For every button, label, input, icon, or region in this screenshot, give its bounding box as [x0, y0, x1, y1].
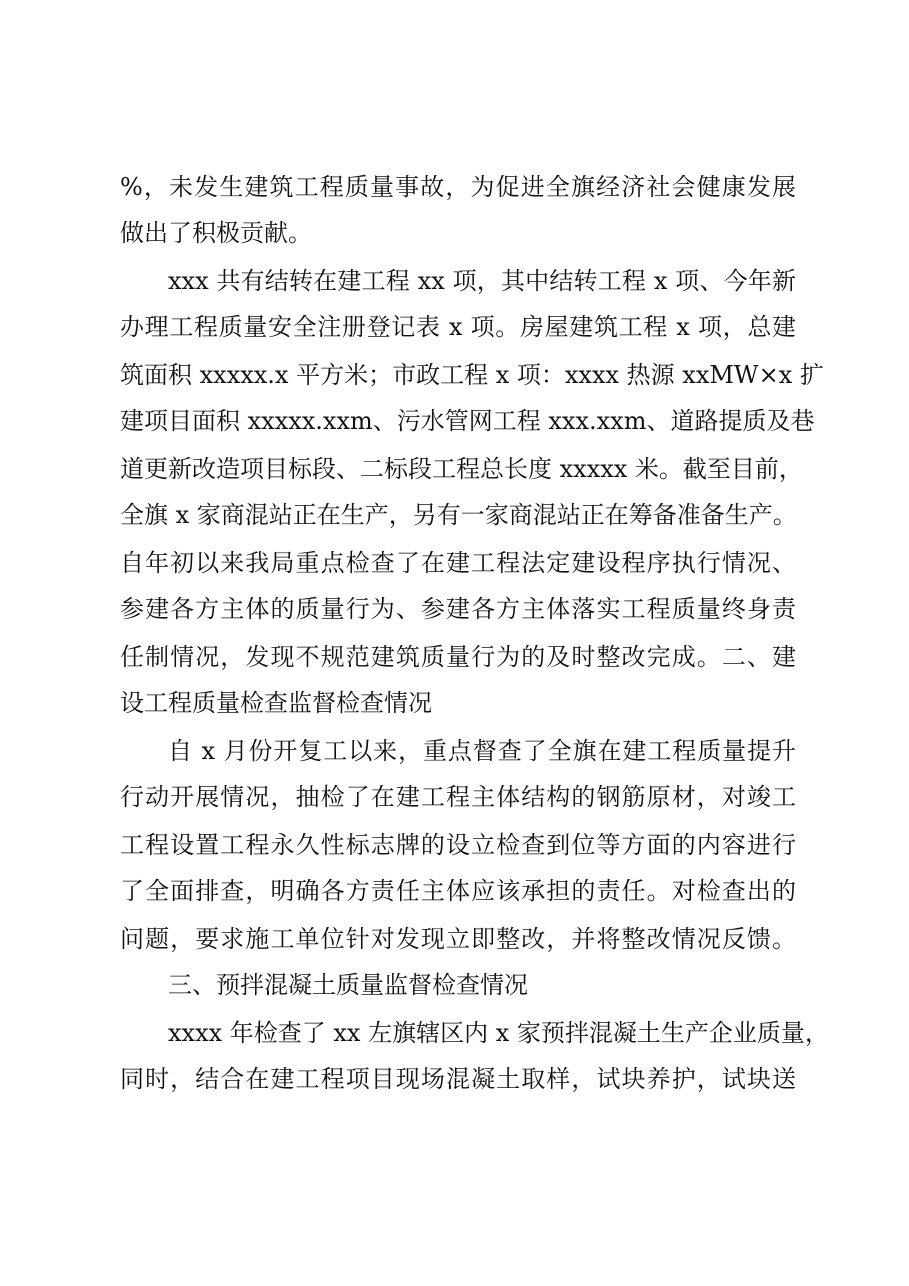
text-line: 道更新改造项目标段、二标段工程总长度 xxxxx 米。截至目前， [120, 455, 803, 483]
section-heading-line: 设工程质量检查监督检查情况 [120, 689, 432, 717]
text-line: 筑面积 xxxxx.x 平方米；市政工程 x 项：xxxx 热源 xxMW×x 扩 [120, 361, 824, 389]
section-heading: 三、预拌混凝土质量监督检查情况 [168, 971, 528, 999]
text-line: 自年初以来我局重点检查了在建工程法定建设程序执行情况、 [120, 549, 796, 577]
text-line: 参建各方主体的质量行为、参建各方主体落实工程质量终身责 [120, 595, 796, 623]
text-line: 工程设置工程永久性标志牌的设立检查到位等方面的内容进行 [120, 831, 796, 859]
text-line: 了全面排查，明确各方责任主体应该承担的责任。对检查出的 [120, 877, 796, 905]
text-line: 行动开展情况，抽检了在建工程主体结构的钢筋原材，对竣工 [120, 783, 796, 811]
paragraph-start-line: 自 x 月份开复工以来，重点督查了全旗在建工程质量提升 [168, 737, 796, 765]
text-line: 做出了积极贡献。 [120, 219, 312, 247]
text-line: 问题，要求施工单位针对发现立即整改，并将整改情况反馈。 [120, 925, 796, 953]
text-line: 全旗 x 家商混站正在生产，另有一家商混站正在筹备准备生产。 [120, 501, 797, 529]
text-line: 建项目面积 xxxxx.xxm、污水管网工程 xxx.xxm、道路提质及巷 [120, 407, 815, 435]
text-line: %，未发生建筑工程质量事故，为促进全旗经济社会健康发展 [120, 173, 796, 201]
text-line: 任制情况，发现不规范建筑质量行为的及时整改完成。二、建 [120, 643, 796, 671]
text-line: 同时，结合在建工程项目现场混凝土取样，试块养护，试块送 [120, 1065, 796, 1093]
text-line: 办理工程质量安全注册登记表 x 项。房屋建筑工程 x 项，总建 [120, 313, 796, 341]
paragraph-start-line: xxxx 年检查了 xx 左旗辖区内 x 家预拌混凝土生产企业质量， [168, 1019, 829, 1047]
paragraph-start-line: xxx 共有结转在建工程 xx 项，其中结转工程 x 项、今年新 [168, 267, 796, 295]
